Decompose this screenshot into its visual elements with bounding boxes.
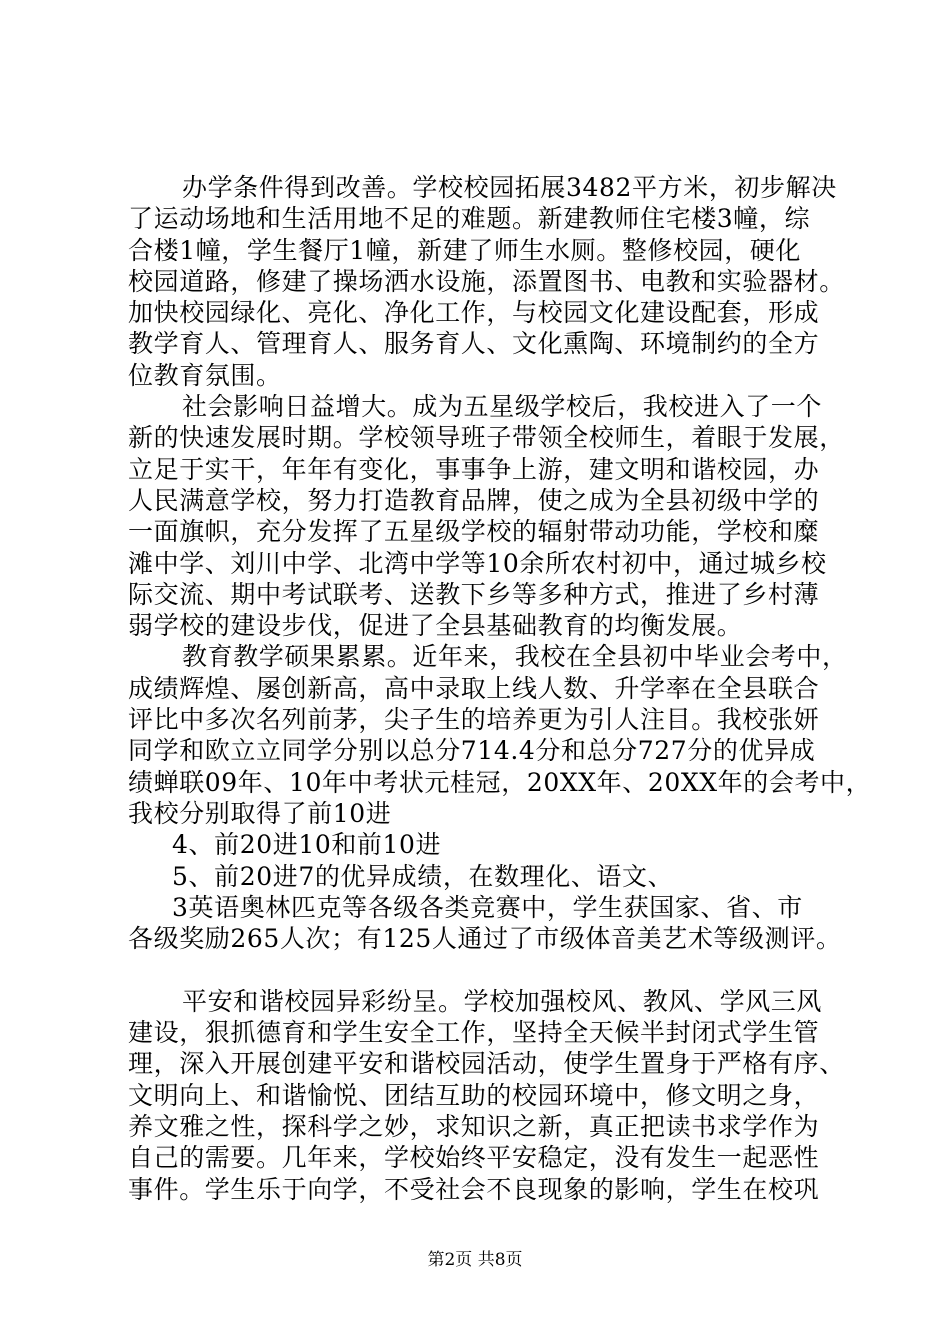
paragraph-line: 合楼1幢，学生餐厅1幢，新建了师生水厕。整修校园，硬化	[128, 235, 802, 265]
paragraph-line: 位教育氛围。	[128, 360, 282, 390]
paragraph-line: 一面旗帜，充分发挥了五星级学校的辐射带动功能，学校和糜	[128, 517, 820, 547]
paragraph-line: 际交流、期中考试联考、送教下乡等多种方式，推进了乡村薄	[128, 579, 820, 609]
paragraph-line: 成绩辉煌、屡创新高，高中录取上线人数、升学率在全县联合	[128, 673, 820, 703]
paragraph-line: 同学和欧立立同学分别以总分714.4分和总分727分的优异成	[128, 736, 816, 766]
paragraph-line: 办学条件得到改善。学校校园拓展3482平方米，初步解决	[182, 173, 837, 202]
paragraph-line: 理，深入开展创建平安和谐校园活动，使学生置身于严格有序、	[128, 1049, 845, 1079]
paragraph-line: 养文雅之性，探科学之妙，求知识之新，真正把读书求学作为	[128, 1111, 820, 1141]
list-line: 5、前20进7的优异成绩，在数理化、语文、	[172, 861, 674, 891]
paragraph-line: 社会影响日益增大。成为五星级学校后，我校进入了一个	[182, 392, 823, 422]
paragraph-line: 评比中多次名列前茅，尖子生的培养更为引人注目。我校张妍	[128, 705, 820, 735]
paragraph-line: 加快校园绿化、亮化、净化工作，与校园文化建设配套，形成	[128, 298, 820, 328]
paragraph-line: 建设，狠抓德育和学生安全工作，坚持全天候半封闭式学生管	[128, 1018, 820, 1048]
paragraph-line: 文明向上、和谐愉悦、团结互助的校园环境中，修文明之身，	[128, 1080, 820, 1110]
paragraph-line: 校园道路，修建了操场洒水设施，添置图书、电教和实验器材。	[128, 266, 845, 296]
paragraph-line: 绩蝉联09年、10年中考状元桂冠，20XX年、20XX年的会考中，	[128, 767, 872, 797]
paragraph-line: 我校分别取得了前10进	[128, 798, 392, 828]
paragraph-gap	[128, 954, 868, 985]
paragraph-line: 了运动场地和生活用地不足的难题。新建教师住宅楼3幢，综	[128, 204, 811, 234]
list-line: 3英语奥林匹克等各级各类竞赛中，学生获国家、省、市	[172, 892, 803, 922]
paragraph-line: 新的快速发展时期。学校领导班子带领全校师生，着眼于发展，	[128, 423, 845, 453]
paragraph-line: 自己的需要。几年来，学校始终平安稳定，没有发生一起恶性	[128, 1143, 820, 1173]
paragraph-line: 事件。学生乐于向学，不受社会不良现象的影响，学生在校巩	[128, 1174, 820, 1204]
paragraph-line: 滩中学、刘川中学、北湾中学等10余所农村初中，通过城乡校	[128, 548, 827, 578]
page-number: 第2页 共8页	[427, 1250, 523, 1270]
paragraph-line: 人民满意学校，努力打造教育品牌，使之成为全县初级中学的	[128, 485, 820, 515]
body-text	[128, 172, 872, 1205]
paragraph-line: 弱学校的建设步伐，促进了全县基础教育的均衡发展。	[128, 611, 743, 641]
paragraph-line: 平安和谐校园异彩纷呈。学校加强校风、教风、学风三风	[182, 986, 823, 1016]
paragraph-line: 教学育人、管理育人、服务育人、文化熏陶、环境制约的全方	[128, 329, 820, 359]
list-line: 4、前20进10和前10进	[172, 830, 442, 860]
paragraph-line: 教育教学硕果累累。近年来，我校在全县初中毕业会考中，	[182, 642, 848, 672]
paragraph-line: 各级奖励265人次；有125人通过了市级体音美艺术等级测评。	[128, 924, 842, 954]
paragraph-line: 立足于实干，年年有变化，事事争上游，建文明和谐校园，办	[128, 454, 820, 484]
